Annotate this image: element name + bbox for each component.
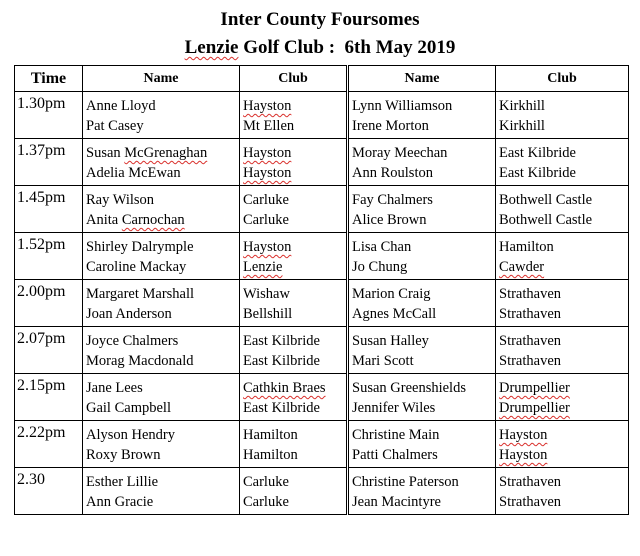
table-row: [15, 139, 629, 186]
pair-1-clubs-line-2: Carluke: [243, 494, 289, 510]
pair-2-clubs-line-1: Kirkhill: [499, 98, 545, 114]
pair-1-clubs-line-1: Cathkin Braes: [243, 380, 326, 396]
pair-2-names-line-2: Jennifer Wiles: [352, 400, 436, 416]
pair-1-names: [83, 468, 240, 515]
pair-1-clubs-line-1: Carluke: [243, 192, 289, 208]
pair-1-clubs-line-2: Carluke: [243, 212, 289, 228]
pair-1-clubs-line-2: Lenzie: [243, 259, 283, 275]
pair-2-clubs-line-2: Drumpellier: [499, 400, 570, 416]
table-row: [15, 233, 629, 280]
pair-1-names-line-1: Esther Lillie: [86, 474, 159, 490]
tee-time: 2.00pm: [15, 280, 83, 327]
pair-2-clubs-line-1: Hayston: [499, 427, 548, 443]
pair-2-names-line-2: Ann Roulston: [352, 165, 433, 181]
pair-1-clubs: [240, 186, 348, 233]
pair-1-clubs: [240, 327, 348, 374]
pair-2-clubs: [496, 374, 629, 421]
pair-2-names: [348, 327, 496, 374]
pair-1-clubs: [240, 280, 348, 327]
pair-1-names: [83, 139, 240, 186]
pair-1-names-line-2: Pat Casey: [86, 118, 144, 134]
pair-2-names-line-2: Jo Chung: [352, 259, 408, 275]
pair-1-names-line-2: Roxy Brown: [86, 447, 161, 463]
pair-2-clubs-line-2: Kirkhill: [499, 118, 545, 134]
pair-2-names: [348, 374, 496, 421]
pair-2-names-line-2: Irene Morton: [352, 118, 429, 134]
pair-1-clubs: [240, 374, 348, 421]
pair-2-clubs-line-2: Cawder: [499, 259, 545, 275]
document-subtitle: [0, 37, 640, 59]
pair-2-clubs: [496, 468, 629, 515]
pair-2-names-line-1: Christine Main: [352, 427, 440, 443]
pair-1-names-line-1: Susan McGrenaghan: [86, 145, 208, 161]
pair-1-clubs: [240, 92, 348, 139]
pair-2-clubs-line-1: Strathaven: [499, 333, 562, 349]
pair-2-clubs: [496, 139, 629, 186]
tee-time: 2.30: [15, 468, 83, 515]
pair-2-clubs-line-1: East Kilbride: [499, 145, 576, 161]
pair-1-clubs: [240, 421, 348, 468]
pair-2-clubs: [496, 280, 629, 327]
pair-1-names-line-1: Anne Lloyd: [86, 98, 156, 114]
pair-2-clubs-line-1: Drumpellier: [499, 380, 570, 396]
pair-1-names: [83, 327, 240, 374]
table-row: [15, 468, 629, 515]
pair-1-names-line-2: Ann Gracie: [86, 494, 154, 510]
pair-2-clubs-line-2: Bothwell Castle: [499, 212, 593, 228]
pair-1-clubs-line-1: Hamilton: [243, 427, 298, 443]
pair-2-clubs-line-1: Bothwell Castle: [499, 192, 593, 208]
header-row: [15, 66, 629, 92]
pair-2-names: [348, 468, 496, 515]
tee-time: 2.22pm: [15, 421, 83, 468]
pair-2-names-line-1: Susan Halley: [352, 333, 429, 349]
pair-2-names-line-2: Agnes McCall: [352, 306, 437, 322]
pair-2-names-line-1: Moray Meechan: [352, 145, 448, 161]
pair-1-clubs-line-1: Hayston: [243, 145, 292, 161]
header-name-1: Name: [83, 66, 240, 92]
pair-1-clubs-line-1: Hayston: [243, 239, 292, 255]
pair-1-clubs-line-1: East Kilbride: [243, 333, 320, 349]
pair-2-names: [348, 92, 496, 139]
document-title: Inter County Foursomes: [220, 9, 420, 30]
pair-1-names-line-2: Morag Macdonald: [86, 353, 194, 369]
pair-2-clubs-line-2: East Kilbride: [499, 165, 576, 181]
tee-time: 1.45pm: [15, 186, 83, 233]
pair-1-clubs: [240, 468, 348, 515]
pair-2-names-line-2: Alice Brown: [352, 212, 427, 228]
pair-1-names-line-2: Joan Anderson: [86, 306, 172, 322]
pair-1-clubs-line-2: Hamilton: [243, 447, 298, 463]
pair-1-names-line-1: Jane Lees: [86, 380, 143, 396]
tee-times-table: [14, 65, 629, 515]
pair-1-clubs-line-2: East Kilbride: [243, 400, 320, 416]
pair-1-names-line-1: Shirley Dalrymple: [86, 239, 194, 255]
pair-1-names-line-2: Caroline Mackay: [86, 259, 187, 275]
pair-2-clubs: [496, 327, 629, 374]
tee-time: 1.37pm: [15, 139, 83, 186]
tee-time: 1.52pm: [15, 233, 83, 280]
pair-2-clubs-line-1: Hamilton: [499, 239, 554, 255]
tee-time: 1.30pm: [15, 92, 83, 139]
pair-1-names: [83, 233, 240, 280]
pair-1-clubs-line-2: East Kilbride: [243, 353, 320, 369]
pair-1-names: [83, 186, 240, 233]
table-row: [15, 280, 629, 327]
pair-2-clubs-line-2: Strathaven: [499, 494, 562, 510]
pair-1-names: [83, 374, 240, 421]
pair-1-names-line-1: Margaret Marshall: [86, 286, 195, 302]
pair-1-names: [83, 280, 240, 327]
pair-2-names-line-2: Mari Scott: [352, 353, 414, 369]
pair-2-names: [348, 186, 496, 233]
pair-1-clubs-line-1: Wishaw: [243, 286, 290, 302]
pair-2-clubs-line-2: Hayston: [499, 447, 548, 463]
pair-1-names-line-1: Ray Wilson: [86, 192, 155, 208]
pair-1-names-line-2: Anita Carnochan: [86, 212, 185, 228]
table-row: [15, 421, 629, 468]
table-row: [15, 186, 629, 233]
header-club-2: Club: [496, 66, 629, 92]
header-club-1: Club: [240, 66, 348, 92]
pair-2-clubs: [496, 92, 629, 139]
subtitle-club: Lenzie: [184, 37, 239, 58]
pair-2-names: [348, 421, 496, 468]
pair-2-clubs-line-2: Strathaven: [499, 306, 562, 322]
pair-2-clubs: [496, 233, 629, 280]
pair-1-clubs: [240, 139, 348, 186]
pair-2-clubs: [496, 186, 629, 233]
pair-1-names-line-2: Gail Campbell: [86, 400, 171, 416]
table-row: [15, 327, 629, 374]
pair-2-names-line-2: Jean Macintyre: [352, 494, 441, 510]
pair-2-clubs-line-2: Strathaven: [499, 353, 562, 369]
pair-1-clubs-line-1: Carluke: [243, 474, 289, 490]
pair-1-clubs: [240, 233, 348, 280]
pair-1-names: [83, 92, 240, 139]
header-name-2: Name: [348, 66, 496, 92]
header-time: Time: [15, 66, 83, 92]
pair-1-clubs-line-2: Hayston: [243, 165, 292, 181]
pair-1-names-line-2: Adelia McEwan: [86, 165, 181, 181]
table-row: [15, 374, 629, 421]
subtitle-rest: Golf Club : 6th May 2019: [238, 37, 456, 58]
pair-2-clubs-line-1: Strathaven: [499, 286, 562, 302]
pair-2-names-line-1: Susan Greenshields: [352, 380, 466, 396]
pair-2-names-line-1: Lisa Chan: [352, 239, 412, 255]
pair-2-names-line-1: Lynn Williamson: [352, 98, 453, 114]
pair-1-names: [83, 421, 240, 468]
pair-2-names-line-2: Patti Chalmers: [352, 447, 438, 463]
pair-1-clubs-line-1: Hayston: [243, 98, 292, 114]
pair-2-names-line-1: Fay Chalmers: [352, 192, 433, 208]
pair-2-names-line-1: Marion Craig: [352, 286, 431, 302]
pair-2-names: [348, 233, 496, 280]
pair-1-clubs-line-2: Bellshill: [243, 306, 293, 322]
pair-2-names: [348, 139, 496, 186]
tee-time: 2.07pm: [15, 327, 83, 374]
pair-1-clubs-line-2: Mt Ellen: [243, 118, 295, 134]
pair-2-names: [348, 280, 496, 327]
pair-1-names-line-1: Alyson Hendry: [86, 427, 176, 443]
pair-2-clubs: [496, 421, 629, 468]
pair-2-names-line-1: Christine Paterson: [352, 474, 459, 490]
table-row: [15, 92, 629, 139]
pair-2-clubs-line-1: Strathaven: [499, 474, 562, 490]
tee-time: 2.15pm: [15, 374, 83, 421]
pair-1-names-line-1: Joyce Chalmers: [86, 333, 179, 349]
